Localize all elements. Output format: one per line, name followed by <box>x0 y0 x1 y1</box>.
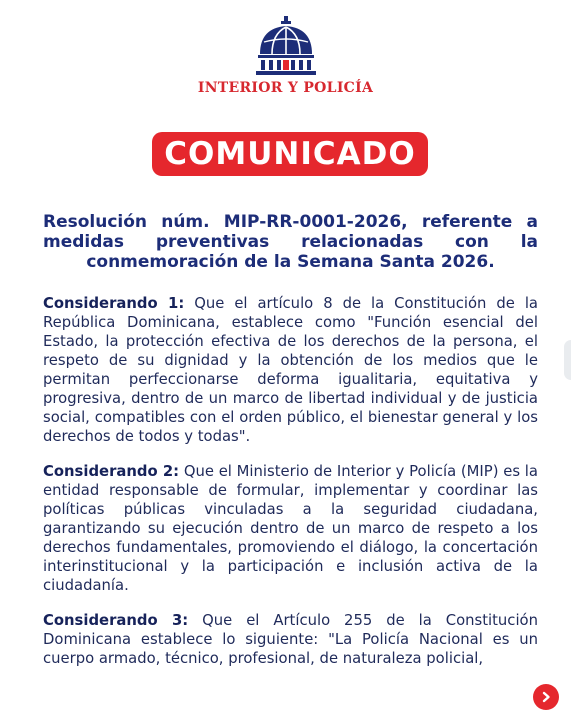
document-body <box>43 212 538 684</box>
considerando-1-label: Considerando 1: <box>43 295 185 312</box>
considerando-3-text: Que el Artículo 255 de la Constitución Dominicana establece lo siguiente: "La Policía Nacional es un cuerpo armado, técnico, profesional, de naturaleza policial, <box>43 612 538 667</box>
considerando-2-text: Que el Ministerio de Interior y Policía (MIP) es la entidad responsable de formular, implementar y coordinar las políticas públicas vinculadas a la seguridad ciudadana, garantizando su ejecución dentro de un marco de respeto a los derechos fundamentales, promoviendo el diálogo, la concertación interinstitucional y la participación e inclusión activa de la ciudadanía. <box>43 463 538 594</box>
considerando-2 <box>43 462 538 595</box>
dome-logo-icon <box>252 14 320 76</box>
brand-name: INTERIOR Y POLICÍA <box>197 80 374 96</box>
comunicado-banner: COMUNICADO <box>152 132 428 176</box>
considerando-1 <box>43 294 538 446</box>
ministry-logo <box>0 14 571 96</box>
resolution-title: Resolución núm. MIP-RR-0001-2026, referente a medidas preventivas relacionadas con la conmemoración de la Semana Santa 2026. <box>43 212 538 272</box>
next-slide-button[interactable] <box>533 684 559 710</box>
chevron-right-icon <box>540 691 552 703</box>
considerando-2-label: Considerando 2: <box>43 463 180 480</box>
edge-indicator <box>564 340 571 380</box>
considerando-3-label: Considerando 3: <box>43 612 189 629</box>
considerando-1-text: Que el artículo 8 de la Constitución de la República Dominicana, establece como "Función esencial del Estado, la protección efectiva de los derechos de la persona, el respeto de su dignidad y la obtención de los medios que le permitan perfeccionarse deforma igualitaria, equitativa y progresiva, dentro de un marco de libertad individual y de justicia social, compatibles con el orden público, el bienestar general y los derechos de todos y todas". <box>43 295 538 445</box>
considerando-3 <box>43 611 538 668</box>
